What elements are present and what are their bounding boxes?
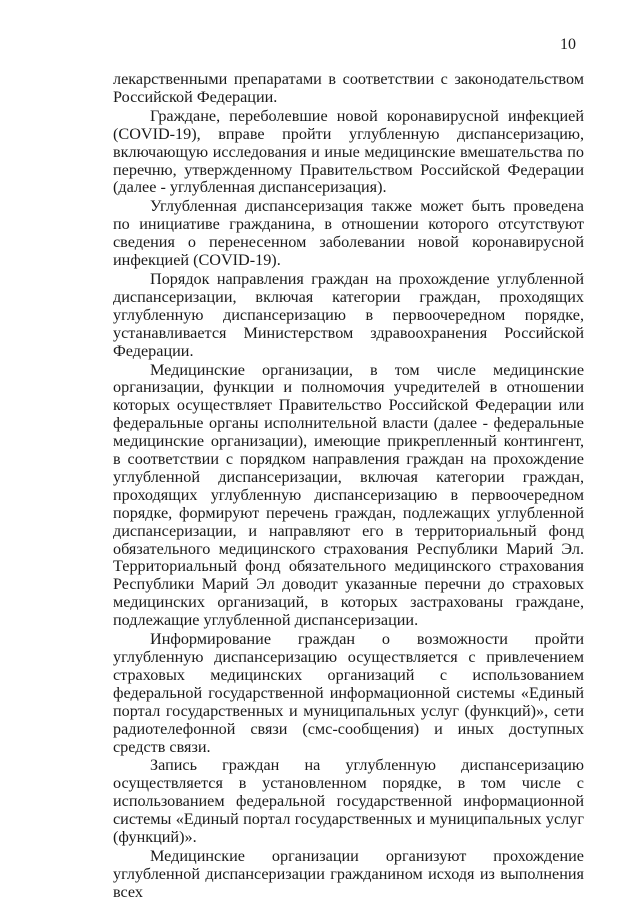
paragraph-citizen-initiative: Углубленная диспансеризация также может быть проведена по инициативе гражданина, в отношении которого отсутствуют сведения о перенесенном заболевании новой коронавирусной инфекцией (COVID-19).	[113, 197, 584, 270]
paragraph-informing-citizens: Информирование граждан о возможности пройти углубленную диспансеризацию осуществляется с привлечением страховых медицинских организаций с использованием федеральной государственной информационной системы «Единый портал государственных и муниципальных услуг (функций)», сети радиотелефонной связи (смс-сообщения) и иных доступных средств связи.	[113, 630, 584, 756]
page-number: 10	[560, 36, 576, 53]
paragraph-appointment-booking: Запись граждан на углубленную диспансеризацию осуществляется в установленном порядке, в том числе с использованием федеральной государственной информационной системы «Единый портал государственных и муниципальных услуг (функций)».	[113, 756, 584, 847]
paragraph-organization-of-examination: Медицинские организации организуют прохождение углубленной диспансеризации гражданином исходя из выполнения всех	[113, 846, 584, 901]
document-body	[113, 71, 584, 902]
paragraph-continuation: лекарственными препаратами в соответствии с законодательством Российской Федерации.	[113, 70, 584, 106]
paragraph-medical-organizations: Медицинские организации, в том числе медицинские организации, функции и полномочия учредителей в отношении которых осуществляет Правительство Российской Федерации или федеральные органы исполнительной власти (далее - федеральные медицинские организации), имеющие прикрепленный контингент, в соответствии с порядком направления граждан на прохождение углубленной диспансеризации, включая категории граждан, проходящих углубленную диспансеризацию в первоочередном порядке, формируют перечень граждан, подлежащих углубленной диспансеризации, и направляют его в территориальный фонд обязательного медицинского страхования Республики Марий Эл. Территориальный фонд обязательного медицинского страхования Республики Марий Эл доводит указанные перечни до страховых медицинских организаций, в которых застрахованы граждане, подлежащие углубленной диспансеризации.	[113, 360, 584, 630]
paragraph-covid-eligibility: Граждане, переболевшие новой коронавирусной инфекцией (COVID-19), вправе пройти углубленную диспансеризацию, включающую исследования и иные медицинские вмешательства по перечню, утвержденному Правительством Российской Федерации (далее - углубленная диспансеризация).	[113, 106, 584, 197]
paragraph-referral-procedure: Порядок направления граждан на прохождение углубленной диспансеризации, включая категории граждан, проходящих углубленную диспансеризацию в первоочередном порядке, устанавливается Министерством здравоохранения Российской Федерации.	[113, 269, 584, 360]
